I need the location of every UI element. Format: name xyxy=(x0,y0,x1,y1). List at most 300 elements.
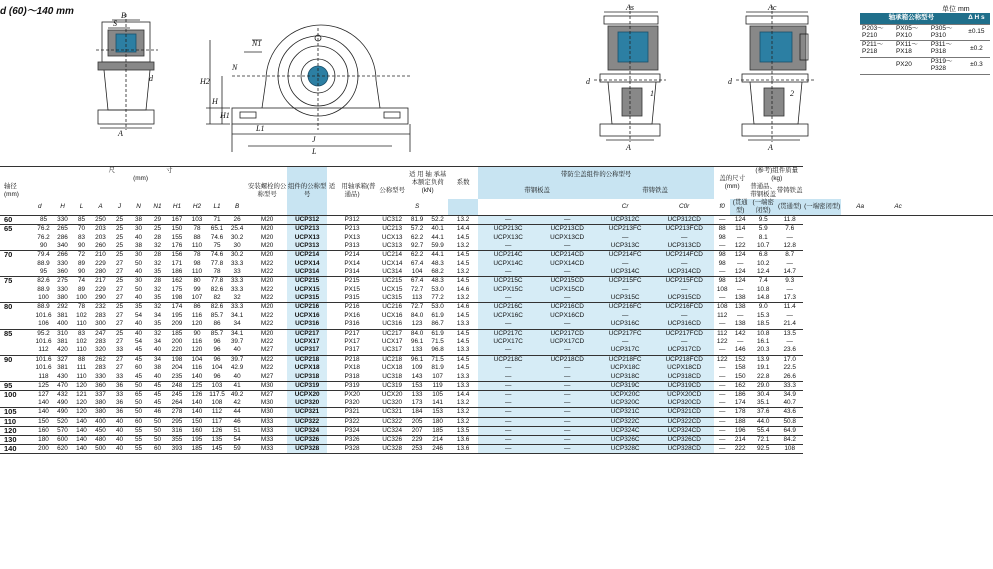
header-sheet: 带钢板盖 xyxy=(478,183,596,199)
table-cell: 264 xyxy=(171,399,183,407)
table-cell: 104 xyxy=(211,364,223,372)
table-cell: M27 xyxy=(260,346,274,354)
table-cell: 40.1 xyxy=(427,225,448,234)
table-cell: 500 xyxy=(91,445,110,454)
table-cell: 40 xyxy=(233,346,241,354)
table-cell: 88 xyxy=(714,225,730,234)
table-cell: UC213 xyxy=(377,225,407,234)
table-cell: 13.5 xyxy=(448,426,478,435)
table-cell: 124 xyxy=(730,216,750,225)
table-cell: 140 xyxy=(0,445,34,454)
table-cell: 14.5 xyxy=(456,364,470,372)
table-cell: 14.7 xyxy=(783,268,796,276)
table-cell: 13.2 xyxy=(456,399,470,407)
table-cell: 620 xyxy=(53,445,72,454)
table-cell: 9.0 xyxy=(750,303,776,312)
table-cell: 38 xyxy=(134,242,143,250)
table-cell: 381 xyxy=(57,338,68,346)
table-cell: UC217 xyxy=(377,329,407,338)
table-cell: UCP213FCD xyxy=(654,225,714,234)
table-cell: P213 xyxy=(327,225,377,234)
table-cell: UC218 xyxy=(377,355,407,364)
table-cell: 153 xyxy=(407,381,427,390)
table-cell: 18.5 xyxy=(756,320,770,328)
table-cell: 50 xyxy=(134,399,143,407)
table-row xyxy=(0,373,993,382)
table-cell: 107 xyxy=(432,372,443,380)
symbol-header: B xyxy=(227,199,247,216)
table-cell: 72.7 xyxy=(407,303,427,312)
table-cell: 76.2 xyxy=(34,225,53,234)
table-cell: 34 xyxy=(233,320,241,328)
dimensions-table xyxy=(0,166,993,454)
table-cell: — xyxy=(478,320,538,329)
table-cell: UCP318CD xyxy=(654,373,714,382)
table-cell: P320 xyxy=(344,399,360,407)
table-cell: UCP317CD xyxy=(654,346,714,355)
dim-label-d-closed: d xyxy=(728,77,732,86)
table-cell: 103 xyxy=(187,216,207,225)
table-cell: 140 xyxy=(191,399,203,407)
table-cell: 210 xyxy=(91,251,110,260)
table-cell: — xyxy=(714,426,730,435)
table-cell: UCP321 xyxy=(287,408,327,417)
tolerance-cell: PX05～ PX10 xyxy=(894,24,929,41)
table-cell: 89 xyxy=(77,259,86,267)
table-row xyxy=(0,445,993,454)
table-cell: UC322 xyxy=(377,417,407,426)
table-row xyxy=(0,233,993,242)
table-cell: 292 xyxy=(53,303,72,312)
table-cell: 102 xyxy=(76,311,87,319)
table-cell: UCP217C xyxy=(478,329,538,338)
table-cell: 152 xyxy=(730,355,750,364)
table-cell: 80 xyxy=(187,277,207,286)
table-cell: 214 xyxy=(427,435,448,444)
table-cell: 160 xyxy=(187,426,207,435)
table-cell: — xyxy=(478,417,538,426)
table-cell: UCX16 xyxy=(381,311,403,319)
table-cell: — xyxy=(478,399,538,408)
table-cell: 22.5 xyxy=(783,364,796,372)
table-cell: 92.5 xyxy=(750,445,776,454)
table-cell: 33 xyxy=(115,346,124,354)
table-cell: 220 xyxy=(171,346,183,354)
table-cell: 104 xyxy=(411,268,423,276)
table-cell: 123 xyxy=(411,320,423,328)
table-cell: 127 xyxy=(34,390,53,399)
table-cell: — xyxy=(478,445,538,454)
table-cell: P314 xyxy=(344,268,360,276)
header-bolt: 安装螺栓的公称型号 xyxy=(247,167,287,216)
table-cell: 28 xyxy=(148,251,167,260)
table-cell: 40 xyxy=(110,417,129,426)
table-cell: 122 xyxy=(716,338,728,346)
table-cell: PX15 xyxy=(344,285,360,293)
tolerance-cell: P311～ P318 xyxy=(929,41,963,58)
table-cell: 108 xyxy=(716,285,728,293)
table-row xyxy=(0,426,993,435)
table-cell: UCPX20 xyxy=(287,390,327,399)
table-cell: 247 xyxy=(91,329,110,338)
table-cell: — xyxy=(538,294,596,303)
table-cell: — xyxy=(718,268,726,276)
table-cell: 290 xyxy=(95,294,106,302)
table-body xyxy=(0,216,993,454)
table-cell: 262 xyxy=(91,355,110,364)
table-cell: 280 xyxy=(95,268,106,276)
table-cell: 100 xyxy=(76,294,87,302)
table-cell: 29 xyxy=(148,216,167,225)
table-cell: 337 xyxy=(91,390,110,399)
table-cell: — xyxy=(714,390,730,399)
table-cell: 78 xyxy=(72,303,91,312)
table-cell: UCPX16C xyxy=(478,312,538,321)
header-cover-dim: 盖的尺寸(mm) xyxy=(714,167,750,200)
table-cell xyxy=(0,268,34,277)
table-cell: 64.9 xyxy=(776,426,803,435)
table-cell: UCP319 xyxy=(287,381,327,390)
table-cell: 205 xyxy=(407,417,427,426)
table-cell: UCP215CD xyxy=(538,277,596,286)
table-cell: 158 xyxy=(734,364,746,372)
table-cell: 23.6 xyxy=(783,346,796,354)
table-cell: 30.2 xyxy=(230,233,244,241)
table-cell: P321 xyxy=(327,408,377,417)
table-cell: M20 xyxy=(247,251,287,260)
table-cell: 140 xyxy=(72,417,91,426)
table-cell: 85 xyxy=(34,216,53,225)
table-cell: 25 xyxy=(148,225,167,234)
table-cell: 90 xyxy=(0,355,34,364)
table-cell: 27 xyxy=(115,320,124,328)
table-cell: M20 xyxy=(260,233,274,241)
table-cell: UCP213 xyxy=(287,225,327,234)
table-cell: 16.1 xyxy=(756,338,770,346)
table-cell: 112 xyxy=(38,346,49,354)
table-cell: 36 xyxy=(110,381,129,390)
table-cell: 95.2 xyxy=(34,329,53,338)
table-cell: 49.2 xyxy=(227,390,247,399)
table-cell: 320 xyxy=(95,346,106,354)
table-cell: UC312 xyxy=(377,216,407,225)
table-cell: UCP315C xyxy=(596,294,654,303)
table-cell: 14.5 xyxy=(448,329,478,338)
table-row xyxy=(0,408,993,417)
table-cell: 167 xyxy=(167,216,187,225)
table-cell: 54 xyxy=(227,435,247,444)
table-cell: 78 xyxy=(213,268,221,276)
table-cell: 135 xyxy=(207,435,227,444)
table-cell: — xyxy=(718,399,726,407)
table-cell: 13.2 xyxy=(448,408,478,417)
table-cell: 25.4 xyxy=(227,225,247,234)
table-cell: 138 xyxy=(734,320,746,328)
table-cell: — xyxy=(538,399,596,408)
header-load: 适 用 轴 承基本额定负荷(kN) xyxy=(407,167,448,200)
table-cell: 38 xyxy=(129,216,148,225)
table-cell: — xyxy=(786,285,793,293)
table-cell: 46 xyxy=(227,417,247,426)
table-cell: 98 xyxy=(718,259,726,267)
table-cell: 14.6 xyxy=(448,303,478,312)
table-cell: — xyxy=(786,259,793,267)
table-cell: UCP218 xyxy=(287,355,327,364)
table-cell xyxy=(0,294,34,303)
table-cell: PX17 xyxy=(344,338,360,346)
tolerance-cell: P211～ P218 xyxy=(860,41,894,58)
table-cell: 105 xyxy=(427,390,448,399)
table-cell: — xyxy=(736,233,744,241)
table-cell: — xyxy=(478,216,538,225)
table-cell: 200 xyxy=(171,338,183,346)
table-cell: UCX17 xyxy=(381,338,403,346)
table-cell: 48.3 xyxy=(427,277,448,286)
table-cell: 138 xyxy=(730,303,750,312)
table-cell: 57.2 xyxy=(407,225,427,234)
table-cell: 380 xyxy=(57,294,68,302)
table-cell: UCPX17CD xyxy=(538,338,596,347)
table-cell: UCP317 xyxy=(287,346,327,355)
table-cell: 72 xyxy=(72,251,91,260)
table-cell: 33 xyxy=(233,268,241,276)
table-cell: UCP326 xyxy=(287,435,327,444)
table-cell: 44.0 xyxy=(750,417,776,426)
table-cell: M30 xyxy=(260,399,274,407)
table-cell: 13.3 xyxy=(448,381,478,390)
tolerance-cell: P203～ P210 xyxy=(860,24,894,41)
table-cell: 60 xyxy=(134,364,143,372)
header-mass-b: 带铸铁盖 xyxy=(776,187,803,194)
table-cell: — xyxy=(654,286,714,295)
table-cell: 160 xyxy=(34,426,53,435)
table-cell: 60 xyxy=(0,216,34,225)
table-cell: 42 xyxy=(233,399,241,407)
dim-label-d: d xyxy=(149,74,153,83)
table-cell: M22 xyxy=(260,285,274,293)
table-cell: 140 xyxy=(72,426,91,435)
table-cell: 185 xyxy=(187,445,207,454)
table-cell: UCP326CD xyxy=(654,435,714,444)
table-cell: 77.2 xyxy=(431,294,444,302)
table-cell: UCX18 xyxy=(381,364,403,372)
table-cell: UC215 xyxy=(377,277,407,286)
through-cover-drawing xyxy=(594,6,666,142)
table-cell: 14.5 xyxy=(448,251,478,260)
table-cell: 178 xyxy=(730,408,750,417)
table-cell: 27 xyxy=(115,268,124,276)
table-row xyxy=(0,399,993,408)
table-cell: 114 xyxy=(730,225,750,234)
table-cell: 35 xyxy=(153,268,162,276)
table-cell: — xyxy=(538,426,596,435)
table-cell: 171 xyxy=(171,259,183,267)
table-cell: 330 xyxy=(95,372,106,380)
table-cell: 14.5 xyxy=(448,355,478,364)
table-cell: UCP218C xyxy=(478,355,538,364)
table-cell: UCP214 xyxy=(287,251,327,260)
table-cell: P316 xyxy=(344,320,360,328)
table-cell: UCP312 xyxy=(287,216,327,225)
table-row xyxy=(0,417,993,426)
table-cell: 570 xyxy=(53,426,72,435)
table-cell: M27 xyxy=(260,372,274,380)
table-cell: 203 xyxy=(95,233,106,241)
table-cell: 14.5 xyxy=(456,311,470,319)
table-cell: 45 xyxy=(153,399,162,407)
table-cell: 8.1 xyxy=(758,233,768,241)
dim-label-L1: L1 xyxy=(256,124,265,133)
table-cell: 121 xyxy=(72,390,91,399)
table-cell: 48.3 xyxy=(431,259,444,267)
table-cell: 55.4 xyxy=(750,426,776,435)
table-cell: 27 xyxy=(115,294,124,302)
table-cell: M33 xyxy=(247,426,287,435)
table-cell: 432 xyxy=(53,390,72,399)
table-cell: 6.8 xyxy=(750,251,776,260)
dim-label-A: A xyxy=(118,129,123,138)
symbol-header xyxy=(917,199,955,216)
table-cell: 75 xyxy=(0,277,34,286)
table-cell: UCPX20C xyxy=(596,390,654,399)
table-cell: UC314 xyxy=(382,268,403,276)
tolerance-cell: PX11～ PX18 xyxy=(894,41,929,58)
table-cell: 11.4 xyxy=(776,303,803,312)
table-cell: 13.2 xyxy=(456,268,470,276)
table-cell: 96 xyxy=(207,355,227,364)
table-cell: 235 xyxy=(171,372,183,380)
table-cell: 43.6 xyxy=(776,408,803,417)
table-cell: — xyxy=(478,435,538,444)
table-cell: M20 xyxy=(247,216,287,225)
table-cell: 54 xyxy=(134,338,143,346)
table-cell: 13.2 xyxy=(448,417,478,426)
table-cell: 76.2 xyxy=(37,233,50,241)
table-row xyxy=(0,329,993,338)
table-cell: — xyxy=(478,373,538,382)
table-cell: 14.4 xyxy=(448,390,478,399)
table-cell: 13.5 xyxy=(776,329,803,338)
table-cell xyxy=(0,346,34,355)
table-cell: 34.1 xyxy=(227,329,247,338)
table-cell: 117.5 xyxy=(207,390,227,399)
table-cell: 88 xyxy=(72,355,91,364)
table-cell: 55 xyxy=(129,435,148,444)
table-cell: UCP321C xyxy=(596,408,654,417)
table-cell: 96.8 xyxy=(431,346,444,354)
header-cover: 带防尘盖组件的公称型号 xyxy=(478,167,714,184)
table-cell: 120 xyxy=(191,346,203,354)
table-cell: 283 xyxy=(95,311,106,319)
table-cell: 470 xyxy=(53,381,72,390)
table-row xyxy=(0,294,993,303)
table-cell: 203 xyxy=(91,225,110,234)
table-cell: 36 xyxy=(115,399,124,407)
table-cell: — xyxy=(654,312,714,321)
table-row xyxy=(0,225,993,234)
table-cell: 8.7 xyxy=(776,251,803,260)
table-cell: 35 xyxy=(153,294,162,302)
table-cell: 393 xyxy=(167,445,187,454)
table-cell: 600 xyxy=(53,435,72,444)
table-cell: M22 xyxy=(247,355,287,364)
table-cell: M22 xyxy=(260,259,274,267)
table-cell: UCP324 xyxy=(287,426,327,435)
table-cell: 40 xyxy=(110,426,129,435)
table-cell: 25 xyxy=(110,225,129,234)
table-cell: 30 xyxy=(129,225,148,234)
header-cast: 带铸铁盖 xyxy=(596,183,714,199)
unit-label: 单位 mm xyxy=(942,6,970,13)
table-cell: 99 xyxy=(193,285,201,293)
table-cell: 260 xyxy=(95,242,106,250)
table-cell: P318 xyxy=(344,372,360,380)
table-cell: 185 xyxy=(167,329,187,338)
table-cell: 198 xyxy=(171,294,183,302)
table-cell: 125 xyxy=(34,381,53,390)
table-cell: 72.1 xyxy=(750,435,776,444)
table-cell: — xyxy=(718,294,726,302)
table-cell: 207 xyxy=(407,426,427,435)
table-cell: 112 xyxy=(717,311,728,319)
table-cell: 33 xyxy=(115,372,124,380)
table-cell: 45 xyxy=(134,346,143,354)
header-unit: 组件的公称型号 xyxy=(287,167,327,216)
table-cell: 53.0 xyxy=(427,303,448,312)
table-cell: 124 xyxy=(734,268,746,276)
table-cell: — xyxy=(538,445,596,454)
table-cell: 32 xyxy=(148,329,167,338)
table-cell: 120 xyxy=(0,426,34,435)
table-cell: 14.4 xyxy=(448,225,478,234)
table-cell: 222 xyxy=(730,445,750,454)
table-cell: — xyxy=(786,338,793,346)
symbol-header: A xyxy=(91,199,110,216)
table-cell: 33.3 xyxy=(776,381,803,390)
table-cell: 34.9 xyxy=(776,390,803,399)
table-cell: 381 xyxy=(57,364,68,372)
table-row xyxy=(0,320,993,329)
table-cell: 29.0 xyxy=(750,381,776,390)
table-cell: 229 xyxy=(95,285,106,293)
table-cell xyxy=(0,338,34,347)
table-cell: 278 xyxy=(167,408,187,417)
table-cell: — xyxy=(538,216,596,225)
table-cell: UCP214FC xyxy=(596,251,654,260)
table-cell: 98 xyxy=(193,259,201,267)
table-cell: 111 xyxy=(76,364,87,372)
table-cell: UCP321CD xyxy=(654,408,714,417)
tolerance-cell: PX20 xyxy=(894,58,929,75)
table-cell: 68.2 xyxy=(431,268,444,276)
table-cell: 44.1 xyxy=(431,233,444,241)
table-cell: P216 xyxy=(327,303,377,312)
symbol-header: Aa xyxy=(841,199,879,216)
table-cell: 83 xyxy=(72,329,91,338)
table-cell: 105 xyxy=(0,408,34,417)
table-cell: 130 xyxy=(0,435,34,444)
table-cell: 85 xyxy=(72,216,91,225)
table-cell: 98 xyxy=(718,233,726,241)
table-cell: 25 xyxy=(110,251,129,260)
table-cell: UCX15 xyxy=(381,285,403,293)
table-cell xyxy=(0,399,34,408)
table-cell: — xyxy=(786,311,793,319)
table-cell: 27 xyxy=(115,338,124,346)
table-cell: 11.8 xyxy=(776,216,803,225)
table-cell: 54 xyxy=(134,311,143,319)
table-row xyxy=(0,277,993,286)
